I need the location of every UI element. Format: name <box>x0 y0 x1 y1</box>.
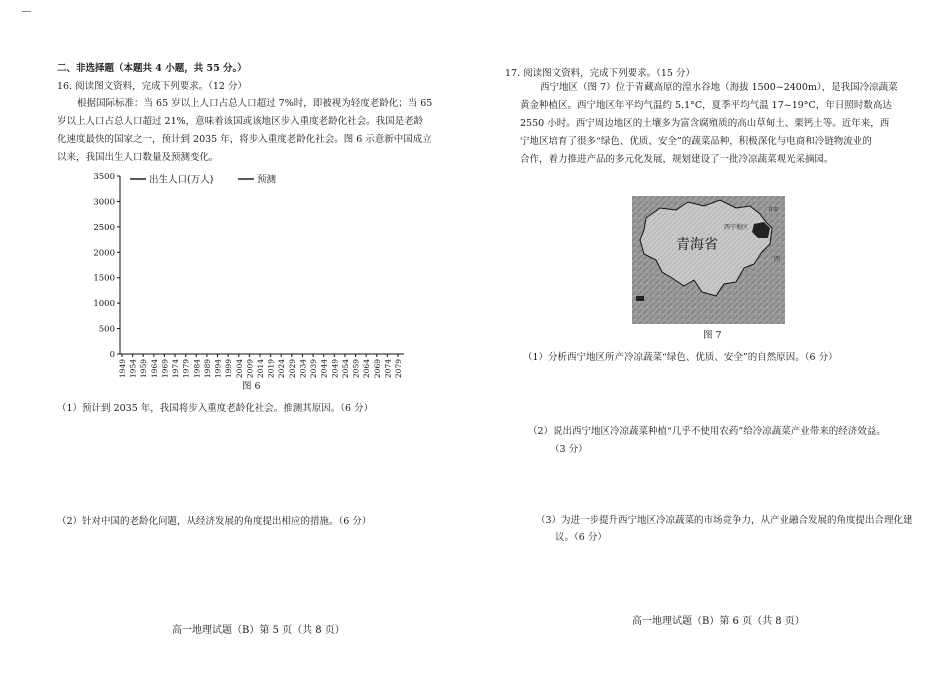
x-tick-label: 1969 <box>160 359 170 379</box>
q17-stem: 17. 阅读图文资料，完成下列要求。（15 分） <box>505 68 695 79</box>
x-tick-label: 1949 <box>118 359 127 379</box>
q17-sub3-line2: 议。（6 分） <box>555 532 607 543</box>
q17-sub3-line1: （3）为进一步提升西宁地区冷凉蔬菜的市场竞争力，从产业融合发展的角度提出合理化建 <box>536 515 913 526</box>
x-tick-label: 2049 <box>330 359 340 379</box>
qinghai-map <box>632 196 785 324</box>
x-tick-label: 1979 <box>181 359 191 379</box>
q17-sub2-line1: （2）说出西宁地区冷凉蔬菜种植“几乎不使用农药”给冷凉蔬菜产业带来的经济效益。 <box>528 426 886 437</box>
x-tick-label: 2079 <box>394 359 403 379</box>
x-tick-label: 2014 <box>256 359 265 379</box>
x-tick-label: 2064 <box>362 359 372 379</box>
q17-para-line: 合作，着力推进产品的多元化发展，规划建设了一批冷凉蔬菜观光采摘园。 <box>520 154 834 165</box>
x-tick-label: 1989 <box>202 359 212 379</box>
y-tick-label: 500 <box>98 324 115 335</box>
figure7-caption: 图 7 <box>703 330 722 341</box>
x-tick-label: 2034 <box>298 359 308 379</box>
map-xining-label: 西宁地区 <box>724 224 749 231</box>
q16-para-line: 以来，我国出生人口数量及预测变化。 <box>57 152 219 163</box>
x-tick-label: 2004 <box>234 359 244 379</box>
q16-sub2: （2）针对中国的老龄化问题，从经济发展的角度提出相应的措施。（6 分） <box>57 516 372 527</box>
q17-para-line: 西宁地区（图 7）位于青藏高原的湟水谷地（海拔 1500~2400m），是我国冷凉蔬菜 <box>540 82 898 93</box>
map-edge-label: 四 <box>774 256 781 263</box>
q16-stem: 16. 阅读图文资料，完成下列要求。（12 分） <box>57 81 247 92</box>
q17-paragraph <box>520 79 910 169</box>
right-page-footer: 高一地理试题（B）第 6 页（共 8 页） <box>632 616 805 627</box>
x-tick-label: 2009 <box>245 359 255 379</box>
y-tick-label: 1500 <box>93 273 115 284</box>
q16-sub1: （1）预计到 2035 年，我国将步入重度老龄化社会。推测其原因。（6 分） <box>57 403 374 414</box>
map-graphic <box>632 196 785 324</box>
q17-para-line: 2550 小时。西宁周边地区的土壤多为富含腐殖质的高山草甸土、栗钙土等。近年来，西 <box>520 118 890 129</box>
figure6-caption: 图 6 <box>242 381 261 392</box>
q17-para-line: 黄金种植区。西宁地区年平均气温约 5.1°C，夏季平均气温 17~19°C，年日照时数高达 <box>520 100 892 111</box>
x-tick-label: 2044 <box>319 359 329 379</box>
x-tick-label: 2019 <box>266 359 276 379</box>
x-tick-label: 1954 <box>128 359 138 379</box>
y-tick-label: 1000 <box>93 299 115 310</box>
x-tick-label: 2024 <box>277 359 287 379</box>
x-tick-label: 2059 <box>351 359 361 379</box>
y-tick-label: 0 <box>109 350 115 360</box>
q16-para-line: 岁以上人口占总人口超过 21%，意味着该国或该地区步入重度老龄化社会。我国是老龄 <box>57 116 424 127</box>
legend-label: 出生人口(万人) <box>149 174 214 186</box>
q17-sub1: （1）分析西宁地区所产冷凉蔬菜“绿色、优质、安全”的自然原因。（6 分） <box>523 352 838 363</box>
page-corner-mark <box>22 11 31 12</box>
x-tick-label: 1974 <box>171 359 181 379</box>
map-province-label: 青海省 <box>676 237 718 253</box>
x-tick-label: 2029 <box>287 359 297 379</box>
x-tick-label: 2054 <box>340 359 350 379</box>
x-tick-label: 2039 <box>309 359 319 379</box>
x-tick-label: 1964 <box>149 359 159 379</box>
q17-para-line: 宁地区培育了很多“绿色、优质、安全”的蔬菜品种，积极深化与电商和冷链物流业的 <box>520 136 872 147</box>
section-heading: 二、非选择题（本题共 4 小题，共 55 分。） <box>57 63 247 74</box>
legend-label: 预测 <box>257 174 277 186</box>
q16-para-line: 化速度最快的国家之一，预计到 2035 年，将步入重度老龄化社会。图 6 示意新中国成立 <box>57 134 432 145</box>
x-tick-label: 1984 <box>192 359 202 379</box>
x-tick-label: 2074 <box>383 359 393 379</box>
q16-paragraph <box>57 95 457 167</box>
y-tick-label: 3500 <box>93 172 115 182</box>
q17-sub2-line2: （3 分） <box>550 444 588 455</box>
x-tick-label: 1994 <box>213 359 223 379</box>
x-tick-label: 2069 <box>372 359 382 379</box>
birth-population-chart <box>92 168 422 383</box>
y-tick-label: 3000 <box>93 197 115 208</box>
q16-para-line: 根据国际标准：当 65 岁以上人口占总人口超过 7%时，即被视为轻度老龄化；当 65 <box>77 98 433 109</box>
x-tick-label: 1959 <box>139 359 149 379</box>
y-tick-label: 2000 <box>93 248 115 259</box>
x-tick-label: 1999 <box>224 359 234 379</box>
left-page-footer: 高一地理试题（B）第 5 页（共 8 页） <box>172 625 345 636</box>
y-tick-label: 2500 <box>93 222 115 233</box>
map-corner-label: 甘肃 <box>768 207 779 213</box>
